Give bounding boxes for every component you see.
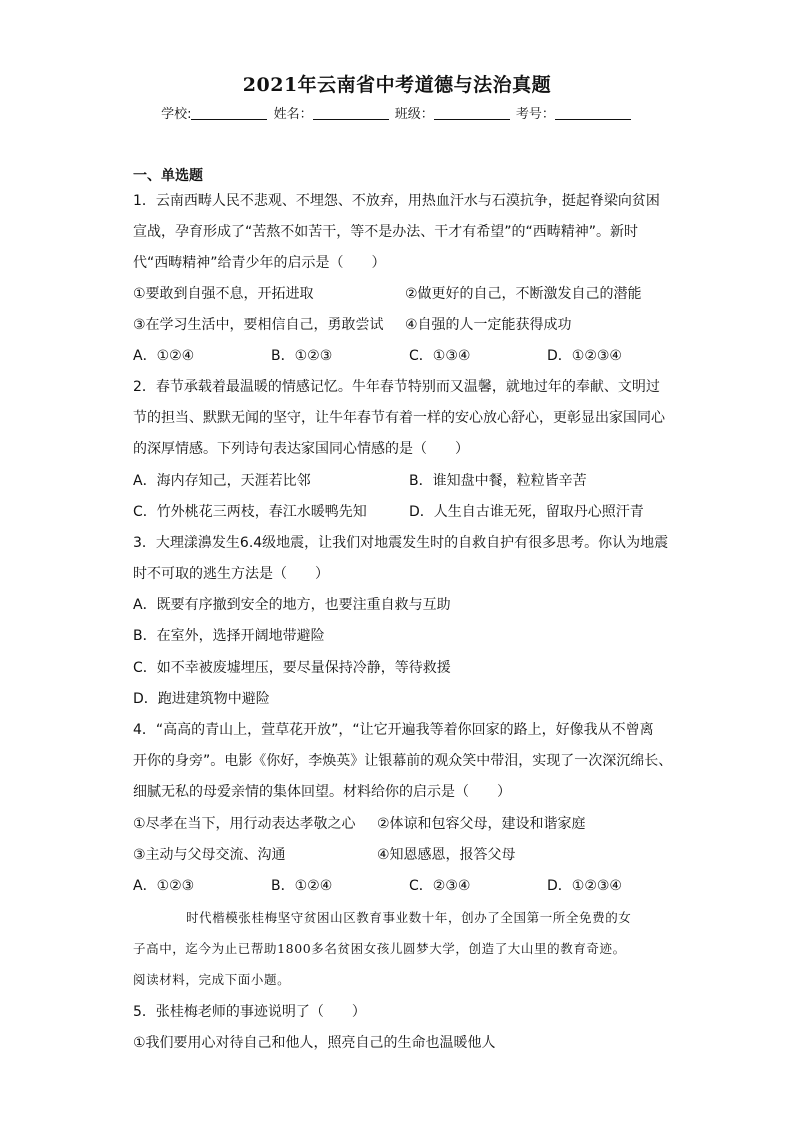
class-label: 班级： — [394, 107, 434, 122]
q1-line-3: 代“西畴精神”给青少年的启示是（ ） — [133, 255, 386, 271]
q2-line-1: 2．春节承载着最温暖的情感记忆。牛年春节特别而又温馨，就地过年的奉献、文明过 — [133, 379, 660, 395]
number-label: 考号： — [515, 107, 555, 122]
q1-option-2: ②做更好的自己，不断激发自己的潜能 — [405, 286, 642, 302]
q4-option-3: ③主动与父母交流、沟通 — [133, 847, 286, 863]
q1-line-2: 宣战，孕育形成了“苦熬不如苦干，等不是办法、干才有希望”的“西畴精神”。新时 — [133, 224, 639, 240]
q4-option-1: ①尽孝在当下，用行动表达孝敬之心 — [133, 816, 356, 832]
q2-choices-row-1 — [133, 471, 673, 491]
q1-option-3: ③在学习生活中，要相信自己，勇敢尝试 — [133, 317, 384, 333]
q3-line-2: 时不可取的逃生方法是（ ） — [133, 566, 329, 582]
q2-choice-d[interactable]: D．人生自古谁无死，留取丹心照汗青 — [409, 504, 644, 520]
q1-option-4: ④自强的人一定能获得成功 — [405, 317, 572, 333]
q2-choice-a[interactable]: A．海内存知己，天涯若比邻 — [133, 473, 311, 489]
q5-line-1: 5．张桂梅老师的事迹说明了（ ） — [133, 1004, 366, 1020]
material-line-2: 子高中，迄今为止已帮助1800多名贫困女孩儿圆梦大学，创造了大山里的教育奇迹。 — [133, 941, 626, 956]
q2-line-2: 节的担当、默默无闻的坚守，让牛年春节有着一样的安心放心舒心，更彰显出家国同心 — [133, 410, 665, 426]
q1-options-row-2 — [133, 315, 673, 335]
q3-choice-c[interactable]: C．如不幸被废墟埋压，要尽量保持冷静，等待救援 — [133, 660, 451, 676]
material-line-3: 阅读材料，完成下面小题。 — [133, 972, 291, 987]
q1-option-1: ①要敢到自强不息，开拓进取 — [133, 286, 314, 302]
q4-choice-b[interactable]: B．①②④ — [271, 878, 333, 894]
q5-option-1: ①我们要用心对待自己和他人，照亮自己的生命也温暖他人 — [133, 1035, 496, 1051]
q4-line-2: 开你的身旁”。电影《你好，李焕英》让银幕前的观众笑中带泪，实现了一次深沉绵长、 — [133, 753, 673, 769]
school-blank[interactable] — [191, 105, 267, 120]
name-label: 姓名： — [273, 107, 313, 122]
q3-choice-a[interactable]: A．既要有序撤到安全的地方，也要注重自救与互助 — [133, 597, 451, 613]
section-heading: 一、单选题 — [133, 168, 203, 184]
q4-choice-c[interactable]: C．②③④ — [409, 878, 471, 894]
q1-line-1: 1．云南西畴人民不悲观、不埋怨、不放弃，用热血汗水与石漠抗争，挺起脊梁向贫困 — [133, 193, 660, 209]
q4-option-4: ④知恩感恩，报答父母 — [377, 847, 516, 863]
q4-options-row-1 — [133, 814, 673, 834]
material-line-1: 时代楷模张桂梅坚守贫困山区教育事业数十年，创办了全国第一所全免费的女 — [186, 910, 632, 925]
name-blank[interactable] — [313, 105, 389, 120]
q4-choice-a[interactable]: A．①②③ — [133, 878, 195, 894]
q1-choices — [133, 346, 673, 366]
q4-choices — [133, 876, 673, 896]
q3-line-1: 3．大理漾濞发生6.4级地震，让我们对地震发生时的自救自护有很多思考。你认为地震 — [133, 535, 669, 551]
q4-option-2: ②体谅和包容父母，建设和谐家庭 — [377, 816, 586, 832]
q1-choice-c[interactable]: C．①③④ — [409, 348, 471, 364]
q4-options-row-2 — [133, 845, 673, 865]
q4-line-1: 4．“高高的青山上，萱草花开放”，“让它开遍我等着你回家的路上，好像我从不曾离 — [133, 722, 654, 738]
q2-choice-c[interactable]: C．竹外桃花三两枝，春江水暖鸭先知 — [133, 504, 367, 520]
q1-choice-a[interactable]: A．①②④ — [133, 348, 195, 364]
student-info-line — [0, 103, 794, 122]
number-blank[interactable] — [555, 105, 631, 120]
q2-choices-row-2 — [133, 502, 673, 522]
q3-choice-b[interactable]: B．在室外，选择开阔地带避险 — [133, 628, 325, 644]
q4-line-3: 细腻无私的母爱亲情的集体回望。材料给你的启示是（ ） — [133, 784, 511, 800]
q1-choice-b[interactable]: B．①②③ — [271, 348, 333, 364]
q1-choice-d[interactable]: D．①②③④ — [547, 348, 622, 364]
q1-options-row-1 — [133, 284, 673, 304]
q4-choice-d[interactable]: D．①②③④ — [547, 878, 622, 894]
q2-choice-b[interactable]: B．谁知盘中餐，粒粒皆辛苦 — [409, 473, 587, 489]
q2-line-3: 的深厚情感。下列诗句表达家国同心情感的是（ ） — [133, 441, 469, 457]
class-blank[interactable] — [434, 105, 510, 120]
q3-choice-d[interactable]: D．跑进建筑物中避险 — [133, 691, 270, 707]
school-label: 学校: — [161, 107, 192, 122]
page-title: 2021年云南省中考道德与法治真题 — [242, 74, 552, 96]
